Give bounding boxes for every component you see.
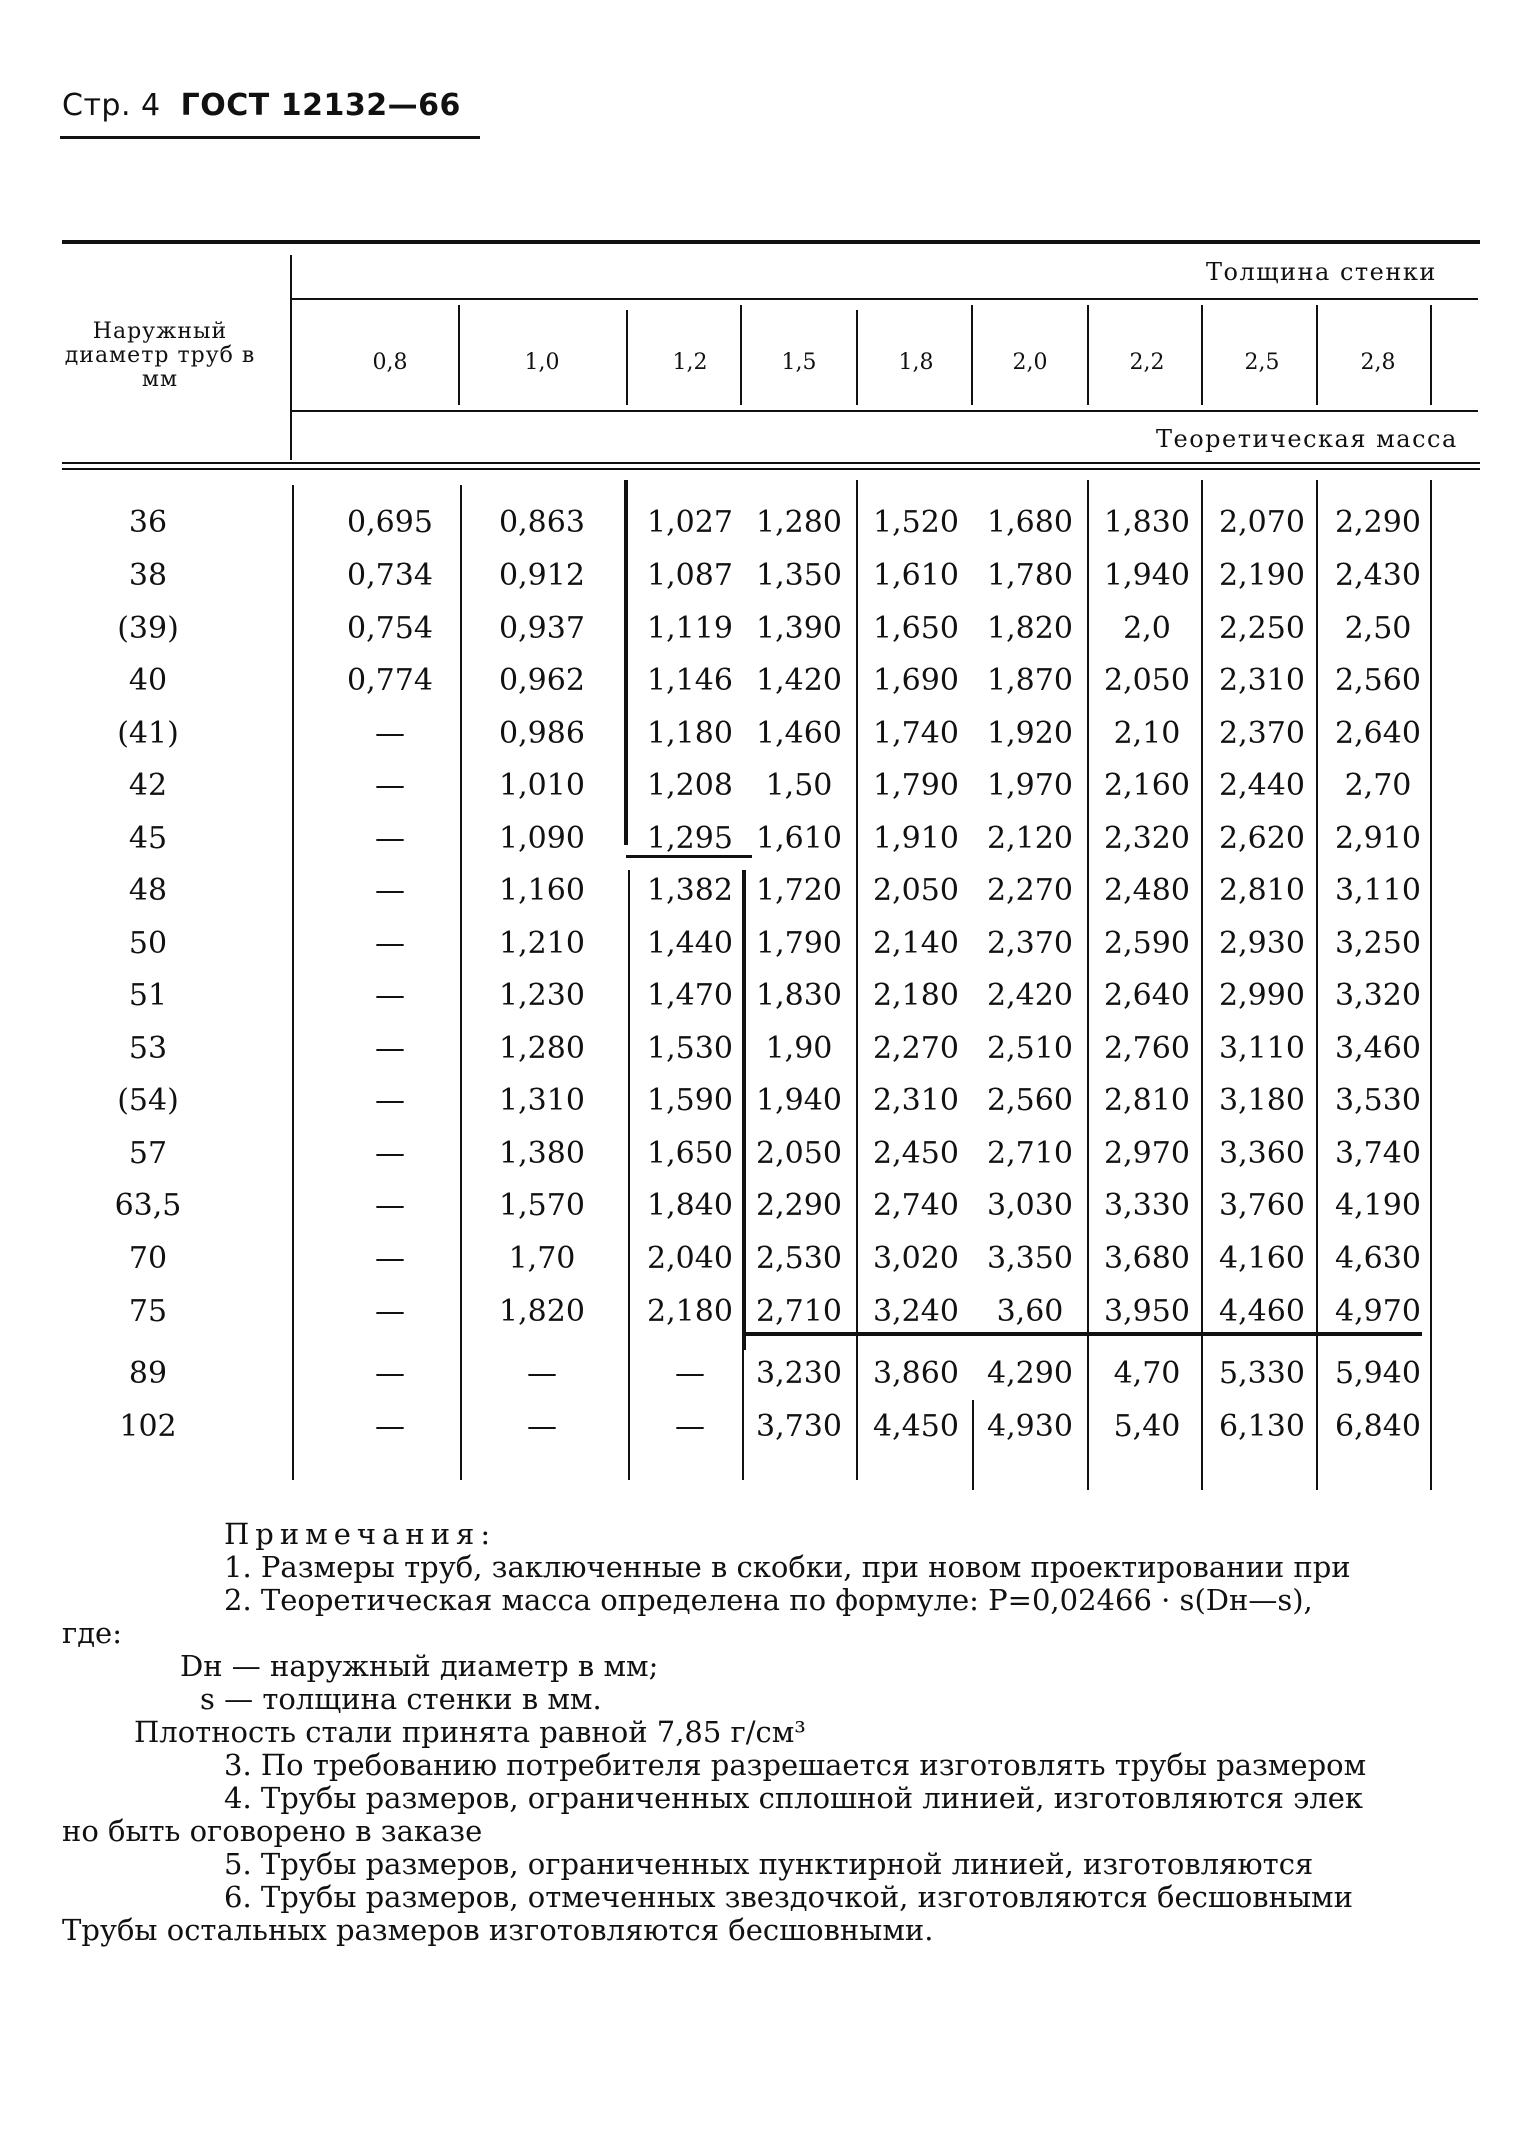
mass-cell: 0,754	[347, 611, 433, 646]
note-def-d: Dн — наружный диаметр в мм;	[180, 1650, 659, 1683]
mass-cell: 1,027	[647, 505, 733, 540]
mass-cell: 2,050	[873, 873, 959, 908]
mass-cell: 1,208	[647, 768, 733, 803]
mass-cell: 1,910	[873, 821, 959, 856]
mass-cell: 4,290	[987, 1356, 1073, 1391]
mass-cell: 1,087	[647, 558, 733, 593]
mass-cell: 3,950	[1104, 1294, 1190, 1329]
mass-cell: 2,120	[987, 821, 1073, 856]
mass-cell: 1,180	[647, 716, 733, 751]
mass-cell: 1,680	[987, 505, 1073, 540]
mass-cell: 3,230	[756, 1356, 842, 1391]
mass-cell: 2,530	[756, 1241, 842, 1276]
mass-cell: —	[375, 1294, 405, 1329]
mass-cell: —	[375, 1356, 405, 1391]
row-header-label: Наружный диаметр труб в мм	[64, 319, 256, 392]
mass-cell: 2,050	[756, 1136, 842, 1171]
mass-cell: 3,020	[873, 1241, 959, 1276]
mass-cell: 2,180	[873, 978, 959, 1013]
mass-cell: 1,280	[756, 505, 842, 540]
mass-cell: 2,310	[1219, 663, 1305, 698]
note-4b: но быть оговорено в заказе	[62, 1815, 483, 1848]
mass-cell: 2,440	[1219, 768, 1305, 803]
diameter-cell: 42	[128, 768, 168, 803]
mass-cell: 2,370	[987, 926, 1073, 961]
body-sep	[628, 870, 630, 1480]
mass-cell: 1,010	[499, 768, 585, 803]
mass-cell: 1,870	[987, 663, 1073, 698]
diameter-cell: (39)	[117, 611, 179, 646]
mass-cell: 0,912	[499, 558, 585, 593]
mass-cell: 1,382	[647, 873, 733, 908]
mass-cell: 1,720	[756, 873, 842, 908]
mass-cell: 3,320	[1335, 978, 1421, 1013]
diameter-cell: 48	[128, 873, 168, 908]
mass-cell: 0,774	[347, 663, 433, 698]
mass-cell: 1,740	[873, 716, 959, 751]
mass-cell: —	[375, 821, 405, 856]
mass-cell: 2,140	[873, 926, 959, 961]
mass-cell: 2,450	[873, 1136, 959, 1171]
mass-cell: —	[375, 1241, 405, 1276]
mass-cell: 3,030	[987, 1188, 1073, 1223]
mass-cell: 2,290	[756, 1188, 842, 1223]
mass-cell: 2,190	[1219, 558, 1305, 593]
mass-cell: —	[375, 978, 405, 1013]
thickness-header: 1,0	[524, 350, 560, 375]
mass-cell: 2,040	[647, 1241, 733, 1276]
group-bottom-rule	[292, 410, 1478, 412]
hdr-sep	[458, 305, 460, 405]
mass-cell: 2,710	[987, 1136, 1073, 1171]
hdr-sep	[626, 310, 628, 405]
thickness-header: 2,8	[1360, 350, 1396, 375]
header-underline	[60, 136, 480, 139]
diameter-cell: 89	[128, 1356, 168, 1391]
mass-cell: 1,210	[499, 926, 585, 961]
mass-cell: 2,810	[1219, 873, 1305, 908]
mass-cell: 2,640	[1335, 716, 1421, 751]
mass-cell: 1,70	[508, 1241, 576, 1276]
header-bottom-rule-1	[62, 462, 1480, 464]
mass-cell: 1,650	[873, 611, 959, 646]
mass-cell: 5,940	[1335, 1356, 1421, 1391]
mass-cell: 2,250	[1219, 611, 1305, 646]
diameter-cell: (41)	[117, 716, 179, 751]
body-sep	[460, 485, 462, 1480]
mass-cell: 3,530	[1335, 1083, 1421, 1118]
mass-cell: 1,970	[987, 768, 1073, 803]
mass-cell: —	[375, 768, 405, 803]
diameter-cell: 57	[128, 1136, 168, 1171]
mass-cell: 1,830	[756, 978, 842, 1013]
note-1: 1. Размеры труб, заключенные в скобки, при новом проектировании при	[224, 1551, 1351, 1584]
mass-cell: 1,590	[647, 1083, 733, 1118]
mass-cell: 2,710	[756, 1294, 842, 1329]
mass-cell: 0,962	[499, 663, 585, 698]
mass-cell: 0,695	[347, 505, 433, 540]
mass-cell: 2,760	[1104, 1031, 1190, 1066]
group-label-thickness: Толщина стенки	[1206, 258, 1437, 286]
diameter-cell: 102	[119, 1409, 177, 1444]
mass-cell: 4,930	[987, 1409, 1073, 1444]
note-3: 3. По требованию потребителя разрешается изготовлять трубы размером	[224, 1749, 1367, 1782]
mass-cell: 6,130	[1219, 1409, 1305, 1444]
mass-cell: 1,280	[499, 1031, 585, 1066]
mass-cell: —	[375, 1136, 405, 1171]
mass-cell: 1,146	[647, 663, 733, 698]
mass-cell: 2,810	[1104, 1083, 1190, 1118]
mass-cell: 4,190	[1335, 1188, 1421, 1223]
mass-cell: 1,119	[647, 611, 733, 646]
mass-cell: 3,680	[1104, 1241, 1190, 1276]
mass-cell: 2,640	[1104, 978, 1190, 1013]
mass-cell: 2,560	[1335, 663, 1421, 698]
mass-cell: 2,160	[1104, 768, 1190, 803]
mass-cell: 1,440	[647, 926, 733, 961]
mass-cell: 1,920	[987, 716, 1073, 751]
mass-cell: 1,780	[987, 558, 1073, 593]
diameter-cell: 70	[128, 1241, 168, 1276]
mass-cell: 2,590	[1104, 926, 1190, 961]
mass-cell: 3,730	[756, 1409, 842, 1444]
mass-cell: 2,480	[1104, 873, 1190, 908]
diameter-cell: 45	[128, 821, 168, 856]
mass-cell: —	[375, 1409, 405, 1444]
notes-title: Примечания:	[224, 1518, 497, 1551]
mass-cell: 4,460	[1219, 1294, 1305, 1329]
mass-cell: 2,560	[987, 1083, 1073, 1118]
mass-cell: —	[375, 1188, 405, 1223]
note-2: 2. Теоретическая масса определена по формуле: P=0,02466 · s(Dн—s),	[224, 1584, 1313, 1617]
mass-cell: 1,820	[499, 1294, 585, 1329]
thickness-header: 2,2	[1129, 350, 1165, 375]
note-where: где:	[62, 1617, 122, 1650]
mass-cell: 3,350	[987, 1241, 1073, 1276]
thickness-header: 1,8	[898, 350, 934, 375]
mass-cell: 0,734	[347, 558, 433, 593]
mass-cell: 1,610	[756, 821, 842, 856]
diameter-cell: 63,5	[114, 1188, 182, 1223]
diameter-cell: 53	[128, 1031, 168, 1066]
diameter-cell: 38	[128, 558, 168, 593]
mass-cell: 1,610	[873, 558, 959, 593]
mass-cell: 2,290	[1335, 505, 1421, 540]
mass-cell: 2,970	[1104, 1136, 1190, 1171]
mass-cell: 1,790	[756, 926, 842, 961]
mass-cell: 2,740	[873, 1188, 959, 1223]
mass-cell: 3,180	[1219, 1083, 1305, 1118]
note-6: 6. Трубы размеров, отмеченных звездочкой, изготовляются бесшовными	[224, 1881, 1353, 1914]
mass-cell: —	[375, 873, 405, 908]
body-sep	[972, 1400, 974, 1490]
mass-cell: 1,470	[647, 978, 733, 1013]
solid-boundary-line	[624, 480, 628, 845]
note-4a: 4. Трубы размеров, ограниченных сплошной линией, изготовляются элек	[224, 1782, 1364, 1815]
hdr-sep	[856, 310, 858, 405]
mass-cell: 0,863	[499, 505, 585, 540]
mass-cell: —	[375, 1031, 405, 1066]
note-5: 5. Трубы размеров, ограниченных пунктирной линией, изготовляются	[224, 1848, 1314, 1881]
diameter-cell: 36	[128, 505, 168, 540]
mass-cell: 0,937	[499, 611, 585, 646]
body-sep	[1087, 480, 1089, 1490]
mass-cell: 1,820	[987, 611, 1073, 646]
diameter-cell: (54)	[117, 1083, 179, 1118]
mass-cell: 1,50	[765, 768, 833, 803]
mass-cell: 3,250	[1335, 926, 1421, 961]
thickness-header: 2,0	[1012, 350, 1048, 375]
diameter-cell: 75	[128, 1294, 168, 1329]
mass-cell: 3,240	[873, 1294, 959, 1329]
page-header	[62, 88, 461, 123]
header-bottom-rule-2	[62, 468, 1480, 470]
mass-cell: 3,110	[1335, 873, 1421, 908]
mass-cell: 1,380	[499, 1136, 585, 1171]
mass-cell: —	[527, 1356, 557, 1391]
mass-cell: 1,830	[1104, 505, 1190, 540]
mass-cell: 2,70	[1344, 768, 1412, 803]
thickness-header: 0,8	[372, 350, 408, 375]
diameter-cell: 51	[128, 978, 168, 1013]
mass-cell: 4,160	[1219, 1241, 1305, 1276]
mass-cell: 1,295	[647, 821, 733, 856]
mass-cell: 1,310	[499, 1083, 585, 1118]
mass-cell: 6,840	[1335, 1409, 1421, 1444]
body-sep	[292, 485, 294, 1480]
mass-cell: 4,970	[1335, 1294, 1421, 1329]
mass-cell: 2,180	[647, 1294, 733, 1329]
mass-cell: 1,460	[756, 716, 842, 751]
notes	[62, 1518, 1482, 1947]
mass-cell: —	[375, 716, 405, 751]
mass-cell: 1,840	[647, 1188, 733, 1223]
mass-cell: 1,90	[765, 1031, 833, 1066]
mass-cell: —	[375, 926, 405, 961]
mass-cell: 2,0	[1123, 611, 1171, 646]
mass-cell: 1,160	[499, 873, 585, 908]
hdr-sep	[971, 305, 973, 405]
mass-cell: 4,630	[1335, 1241, 1421, 1276]
mass-cell: 2,430	[1335, 558, 1421, 593]
mass-cell: 1,530	[647, 1031, 733, 1066]
mass-cell: 3,860	[873, 1356, 959, 1391]
mass-cell: —	[375, 1083, 405, 1118]
diameter-cell: 50	[128, 926, 168, 961]
mass-cell: 0,986	[499, 716, 585, 751]
mass-cell: 3,760	[1219, 1188, 1305, 1223]
mass-cell: 3,360	[1219, 1136, 1305, 1171]
mass-cell: 1,350	[756, 558, 842, 593]
mass-cell: 1,940	[1104, 558, 1190, 593]
mass-cell: —	[675, 1409, 705, 1444]
mass-cell: 1,230	[499, 978, 585, 1013]
mass-cell: 1,090	[499, 821, 585, 856]
note-density: Плотность стали принята равной 7,85 г/см³	[134, 1716, 806, 1749]
mass-cell: 4,70	[1113, 1356, 1181, 1391]
mass-cell: 2,510	[987, 1031, 1073, 1066]
mass-cell: 2,370	[1219, 716, 1305, 751]
mass-cell: 5,330	[1219, 1356, 1305, 1391]
mass-cell: 1,420	[756, 663, 842, 698]
note-def-s: s — толщина стенки в мм.	[200, 1683, 602, 1716]
note-last: Трубы остальных размеров изготовляются бесшовными.	[62, 1914, 934, 1947]
thickness-header: 1,5	[781, 350, 817, 375]
group-label-mass: Теоретическая масса	[1156, 425, 1458, 453]
mass-cell: 2,990	[1219, 978, 1305, 1013]
mass-cell: 2,620	[1219, 821, 1305, 856]
thickness-header: 2,5	[1244, 350, 1280, 375]
standard-code: ГОСТ 12132—66	[180, 88, 461, 123]
mass-cell: 2,420	[987, 978, 1073, 1013]
mass-cell: 2,50	[1344, 611, 1412, 646]
hdr-sep	[1087, 305, 1089, 405]
mass-cell: 3,110	[1219, 1031, 1305, 1066]
mass-cell: —	[675, 1356, 705, 1391]
solid-boundary-line	[742, 1332, 1422, 1336]
mass-cell: 3,460	[1335, 1031, 1421, 1066]
mass-cell: 2,050	[1104, 663, 1190, 698]
mass-cell: 1,790	[873, 768, 959, 803]
page-number: Стр. 4	[62, 88, 161, 123]
mass-cell: 3,330	[1104, 1188, 1190, 1223]
mass-cell: 1,570	[499, 1188, 585, 1223]
mass-cell: 2,910	[1335, 821, 1421, 856]
mass-cell: 2,310	[873, 1083, 959, 1118]
mass-cell: 1,390	[756, 611, 842, 646]
mass-cell: 3,60	[996, 1294, 1064, 1329]
mass-cell: —	[527, 1409, 557, 1444]
row-header-separator	[290, 255, 292, 460]
mass-cell: 4,450	[873, 1409, 959, 1444]
mass-cell: 1,520	[873, 505, 959, 540]
table-top-rule	[62, 240, 1480, 244]
mass-cell: 5,40	[1113, 1409, 1181, 1444]
diameter-cell: 40	[128, 663, 168, 698]
mass-cell: 1,690	[873, 663, 959, 698]
body-sep	[856, 480, 858, 1480]
mass-cell: 2,320	[1104, 821, 1190, 856]
group-top-rule	[292, 298, 1478, 300]
mass-cell: 3,740	[1335, 1136, 1421, 1171]
thickness-header: 1,2	[672, 350, 708, 375]
mass-cell: 2,270	[987, 873, 1073, 908]
mass-cell: 2,10	[1113, 716, 1181, 751]
mass-cell: 2,070	[1219, 505, 1305, 540]
mass-cell: 1,940	[756, 1083, 842, 1118]
mass-cell: 2,270	[873, 1031, 959, 1066]
mass-cell: 1,650	[647, 1136, 733, 1171]
mass-cell: 2,930	[1219, 926, 1305, 961]
